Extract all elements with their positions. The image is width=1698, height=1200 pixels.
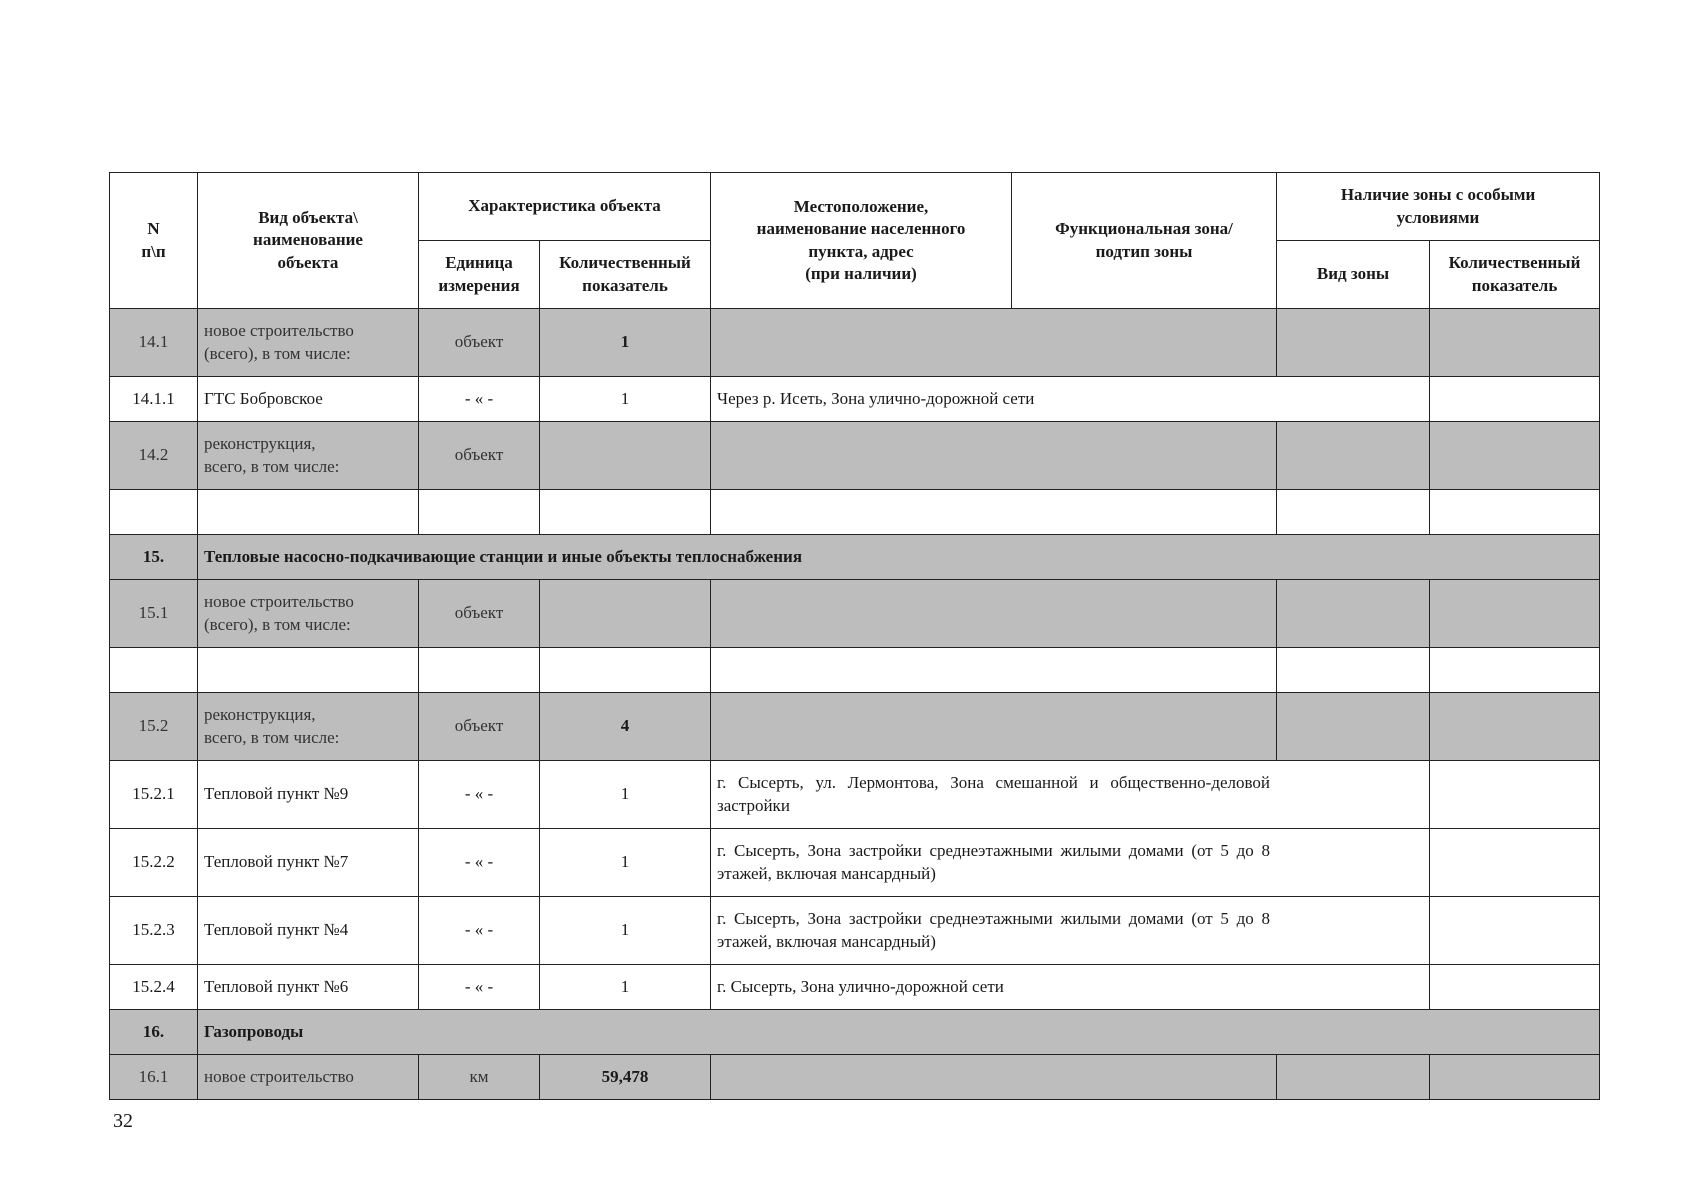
row-location: г. Сысерть, Зона застройки среднеэтажными жилыми домами (от 5 до 8 этажей, включая мансардный) — [711, 897, 1277, 965]
header-kind: Вид объекта\ наименование объекта — [198, 173, 419, 309]
row-zone-qty — [1430, 648, 1600, 693]
section-row — [110, 535, 1600, 580]
row-name: Тепловой пункт №4 — [198, 897, 419, 965]
row-zone-type — [1277, 648, 1430, 693]
row-unit: объект — [419, 693, 540, 761]
row-zone-qty — [1430, 580, 1600, 648]
row-zone-qty — [1430, 897, 1600, 965]
table-row — [110, 965, 1600, 1010]
header-unit: Единица измерения — [419, 241, 540, 309]
row-qty — [540, 648, 711, 693]
header-location: Местоположение, наименование населенного пункта, адрес (при наличии) — [711, 173, 1012, 309]
row-zone-type — [1277, 490, 1430, 535]
row-zone-type — [1277, 693, 1430, 761]
table-row — [110, 761, 1600, 829]
row-location: Через р. Исеть, Зона улично-дорожной сети — [711, 377, 1277, 422]
row-name: реконструкция, всего, в том числе: — [198, 693, 419, 761]
row-name: новое строительство (всего), в том числе: — [198, 309, 419, 377]
table-row — [110, 648, 1600, 693]
row-num: 15.1 — [110, 580, 198, 648]
row-location — [711, 693, 1012, 761]
row-zone — [1012, 648, 1277, 693]
row-qty: 1 — [540, 761, 711, 829]
row-zone-type — [1277, 1055, 1430, 1100]
row-zone-qty — [1430, 422, 1600, 490]
table-row — [110, 897, 1600, 965]
row-unit — [419, 648, 540, 693]
row-qty: 1 — [540, 309, 711, 377]
row-zone-qty — [1430, 761, 1600, 829]
row-qty: 1 — [540, 897, 711, 965]
row-location — [711, 309, 1012, 377]
row-name: новое строительство (всего), в том числе: — [198, 580, 419, 648]
header-special-zone: Наличие зоны с особыми условиями — [1277, 173, 1600, 241]
row-num: 14.2 — [110, 422, 198, 490]
row-qty: 1 — [540, 377, 711, 422]
row-unit: - « - — [419, 965, 540, 1010]
row-num: 15.2 — [110, 693, 198, 761]
section-title: Тепловые насосно-подкачивающие станции и иные объекты теплоснабжения — [198, 535, 1600, 580]
row-location: г. Сысерть, Зона застройки среднеэтажными жилыми домами (от 5 до 8 этажей, включая мансардный) — [711, 829, 1277, 897]
row-num — [110, 648, 198, 693]
row-location — [711, 490, 1012, 535]
table-row — [110, 829, 1600, 897]
row-qty — [540, 490, 711, 535]
row-unit: объект — [419, 580, 540, 648]
row-num: 15.2.4 — [110, 965, 198, 1010]
row-location — [711, 580, 1012, 648]
row-num: 15.2.2 — [110, 829, 198, 897]
row-num: 15.2.3 — [110, 897, 198, 965]
row-zone-qty — [1430, 490, 1600, 535]
row-qty: 59,478 — [540, 1055, 711, 1100]
row-zone-type — [1277, 422, 1430, 490]
row-zone-type — [1277, 897, 1430, 965]
row-zone-qty — [1430, 309, 1600, 377]
row-unit: км — [419, 1055, 540, 1100]
table-row — [110, 580, 1600, 648]
section-row — [110, 1010, 1600, 1055]
row-unit: - « - — [419, 829, 540, 897]
row-unit: объект — [419, 422, 540, 490]
row-zone — [1012, 490, 1277, 535]
row-zone-qty — [1430, 829, 1600, 897]
section-num: 16. — [110, 1010, 198, 1055]
row-zone-type — [1277, 309, 1430, 377]
table-row — [110, 1055, 1600, 1100]
row-name: Тепловой пункт №7 — [198, 829, 419, 897]
header-zone-qty: Количественный показатель — [1430, 241, 1600, 309]
row-location — [711, 1055, 1012, 1100]
row-zone-type — [1277, 580, 1430, 648]
row-location: г. Сысерть, Зона улично-дорожной сети — [711, 965, 1277, 1010]
table-row — [110, 377, 1600, 422]
row-zone — [1012, 309, 1277, 377]
table-row — [110, 490, 1600, 535]
row-zone-qty — [1430, 693, 1600, 761]
row-num — [110, 490, 198, 535]
row-zone-type — [1277, 761, 1430, 829]
row-zone — [1012, 422, 1277, 490]
row-zone-type — [1277, 377, 1430, 422]
row-unit: - « - — [419, 761, 540, 829]
header-characteristics: Характеристика объекта — [419, 173, 711, 241]
page-number: 32 — [113, 1110, 133, 1132]
row-zone — [1012, 693, 1277, 761]
row-unit: - « - — [419, 897, 540, 965]
row-name: Тепловой пункт №9 — [198, 761, 419, 829]
row-qty: 4 — [540, 693, 711, 761]
row-name: реконструкция, всего, в том числе: — [198, 422, 419, 490]
row-unit: - « - — [419, 377, 540, 422]
header-zone-type: Вид зоны — [1277, 241, 1430, 309]
header-num: N п\п — [110, 173, 198, 309]
row-location — [711, 422, 1012, 490]
header-qty: Количественный показатель — [540, 241, 711, 309]
row-qty: 1 — [540, 965, 711, 1010]
row-zone — [1012, 1055, 1277, 1100]
row-qty — [540, 580, 711, 648]
table-row — [110, 422, 1600, 490]
row-zone-type — [1277, 829, 1430, 897]
row-zone-qty — [1430, 965, 1600, 1010]
row-num: 16.1 — [110, 1055, 198, 1100]
row-unit — [419, 490, 540, 535]
row-zone — [1012, 580, 1277, 648]
row-qty — [540, 422, 711, 490]
row-num: 14.1.1 — [110, 377, 198, 422]
row-name — [198, 648, 419, 693]
row-location: г. Сысерть, ул. Лермонтова, Зона смешанной и общественно-деловой застройки — [711, 761, 1277, 829]
row-qty: 1 — [540, 829, 711, 897]
row-zone-type — [1277, 965, 1430, 1010]
objects-table — [109, 172, 1600, 1100]
section-num: 15. — [110, 535, 198, 580]
row-name: новое строительство — [198, 1055, 419, 1100]
table-row — [110, 309, 1600, 377]
row-location — [711, 648, 1012, 693]
table-row — [110, 693, 1600, 761]
row-num: 14.1 — [110, 309, 198, 377]
row-zone-qty — [1430, 377, 1600, 422]
header-functional-zone: Функциональная зона/ подтип зоны — [1012, 173, 1277, 309]
row-zone-qty — [1430, 1055, 1600, 1100]
row-name — [198, 490, 419, 535]
section-title: Газопроводы — [198, 1010, 1600, 1055]
row-num: 15.2.1 — [110, 761, 198, 829]
row-unit: объект — [419, 309, 540, 377]
row-name: ГТС Бобровское — [198, 377, 419, 422]
row-name: Тепловой пункт №6 — [198, 965, 419, 1010]
